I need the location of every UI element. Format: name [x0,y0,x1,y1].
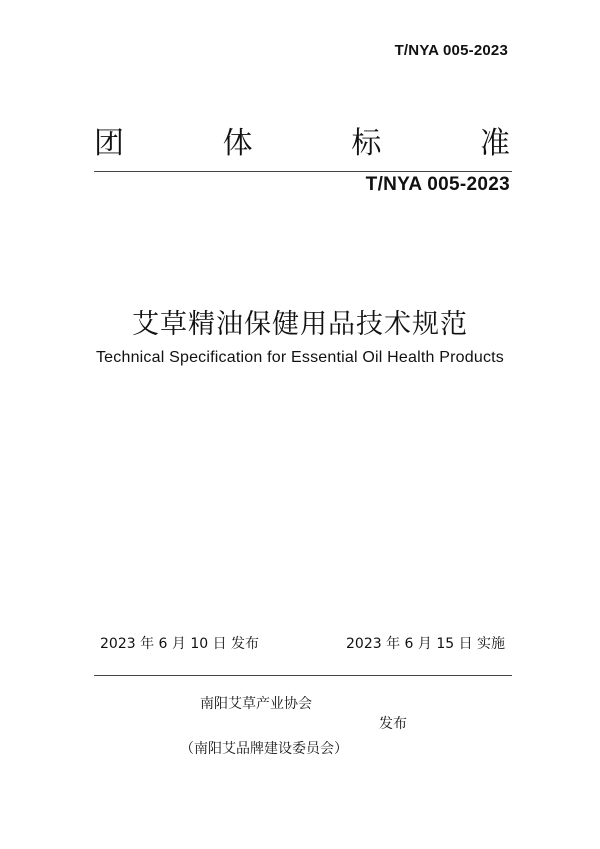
standard-type-heading [94,124,510,164]
release-date: 2023 年 6 月 10 日 发布 [100,636,260,652]
document-title-chinese: 艾草精油保健用品技术规范 [132,309,468,340]
standard-type-char: 标 [351,126,382,161]
standard-type-char: 团 [94,126,124,161]
standard-code: T/NYA 005-2023 [365,174,510,195]
top-divider [94,171,512,172]
standard-type-char: 体 [222,126,253,161]
bottom-divider [94,675,512,676]
document-title-english: Technical Specification for Essential Oil Health Products [95,349,505,366]
issuer-name: 南阳艾草产业协会 [200,696,312,712]
standard-type-char: 准 [479,126,510,161]
issuer-publish-label: 发布 [379,716,407,732]
document-code-header: T/NYA 005-2023 [394,42,508,59]
issuer-subcommittee: （南阳艾品牌建设委员会） [180,741,348,757]
implementation-date: 2023 年 6 月 15 日 实施 [346,636,506,652]
